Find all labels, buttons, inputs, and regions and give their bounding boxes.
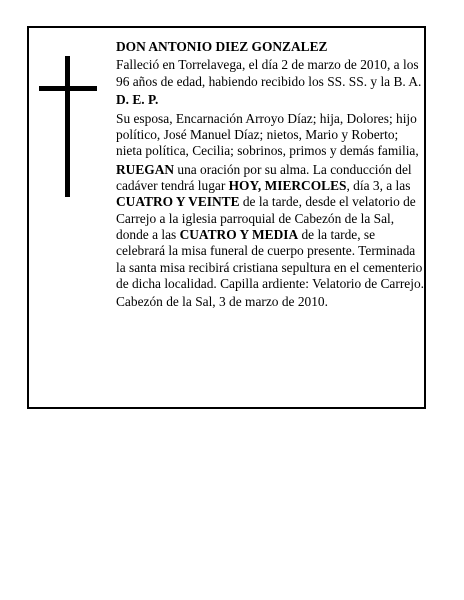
rip-line: D. E. P. [116,92,159,108]
funeral-details [116,162,424,292]
ruegan-label: RUEGAN [116,161,175,177]
funeral-day: HOY, MIERCOLES [228,178,347,194]
cross-icon [39,56,97,197]
procession-time: CUATRO Y VEINTE [116,194,240,210]
cross-vertical-bar [65,56,70,197]
place-and-date: Cabezón de la Sal, 3 de marzo de 2010. [116,294,328,310]
mass-time: CUATRO Y MEDIA [179,227,299,243]
death-announcement: Falleció en Torrelavega, el día 2 de marzo de 2010, a los 96 años de edad, habiendo recibido los SS. SS. y la B. A. [116,57,422,89]
funeral-text-1: una oración por su alma. La conducción del cadáver tendrá lugar [116,161,412,194]
funeral-text-3: de la tarde, desde el velatorio de Carrejo a la iglesia parroquial de Cabezón de la Sal, donde a las [116,194,416,243]
notice-text [116,39,424,313]
obituary-notice [27,26,426,409]
cross-horizontal-bar [39,86,97,91]
funeral-text-4: de la tarde, se celebrará la misa funeral de cuerpo presente. Terminada la santa misa recibirá cristiana sepultura en el cementerio de dicha localidad. Capilla ardiente: Velatorio de Carrejo. [116,227,424,291]
deceased-name: DON ANTONIO DIEZ GONZALEZ [116,39,328,54]
funeral-text-2: , día 3, a las [346,178,411,194]
family-list: Su esposa, Encarnación Arroyo Díaz; hija, Dolores; hijo político, José Manuel Díaz; nietos, Mario y Roberto; nieta política, Cecilia; sobrinos, primos y demás familia, [116,110,419,159]
